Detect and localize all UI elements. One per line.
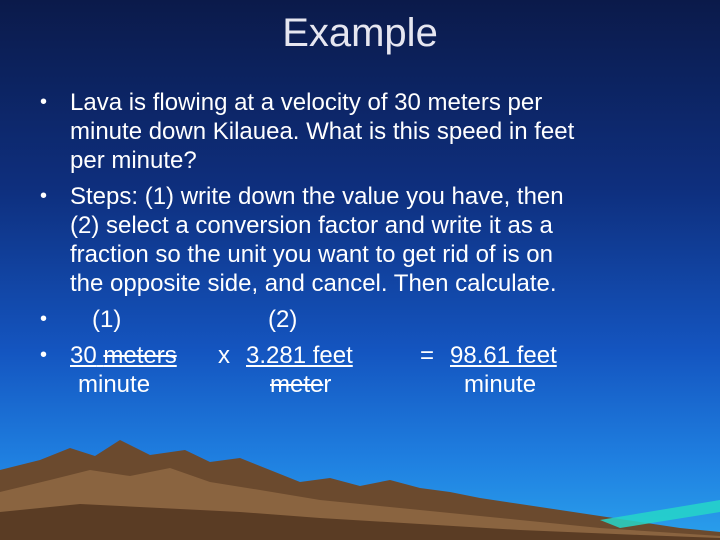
step-labels-row [70,305,680,334]
result-numerator: 98.61 feet [450,342,557,369]
steps-line-4: the opposite side, and cancel. Then calculate. [70,270,557,297]
step-2-label: (2) [268,306,298,333]
given-value: 30 meters [70,342,177,369]
bullet-problem [40,88,680,175]
step-1-label: (1) [92,306,122,333]
problem-line-2: minute down Kilauea. What is this speed in feet [70,118,575,145]
slide-title: Example [282,11,438,55]
bullet-steps [40,182,680,298]
steps-line-2: (2) select a conversion factor and write it as a [70,212,553,239]
bullet-marker: • [40,344,48,366]
times-sign: x [218,342,230,369]
mountain-range-illustration [0,400,720,540]
problem-line-1: Lava is flowing at a velocity of 30 meters per [70,89,543,116]
calc-numerator-row [70,341,680,370]
bullet-marker: • [40,185,48,207]
given-denominator: minute [78,371,151,398]
conversion-factor-numerator: 3.281 feet [246,342,353,369]
steps-line-3: fraction so the unit you want to get rid of is on [70,241,553,268]
problem-line-3: per minute? [70,147,197,174]
bullet-marker: • [40,308,48,330]
result-denominator: minute [464,371,537,398]
bullet-marker: • [40,91,48,113]
calc-denominator-row [70,370,680,399]
bullet-list [40,88,680,406]
equals-sign: = [420,342,435,369]
conversion-factor-denominator: meter [270,371,332,398]
bullet-calculation [40,341,680,399]
given-unit-cancelled: meters [103,342,177,369]
steps-line-1: Steps: (1) write down the value you have, then [70,183,564,210]
bullet-step-labels [40,305,680,334]
